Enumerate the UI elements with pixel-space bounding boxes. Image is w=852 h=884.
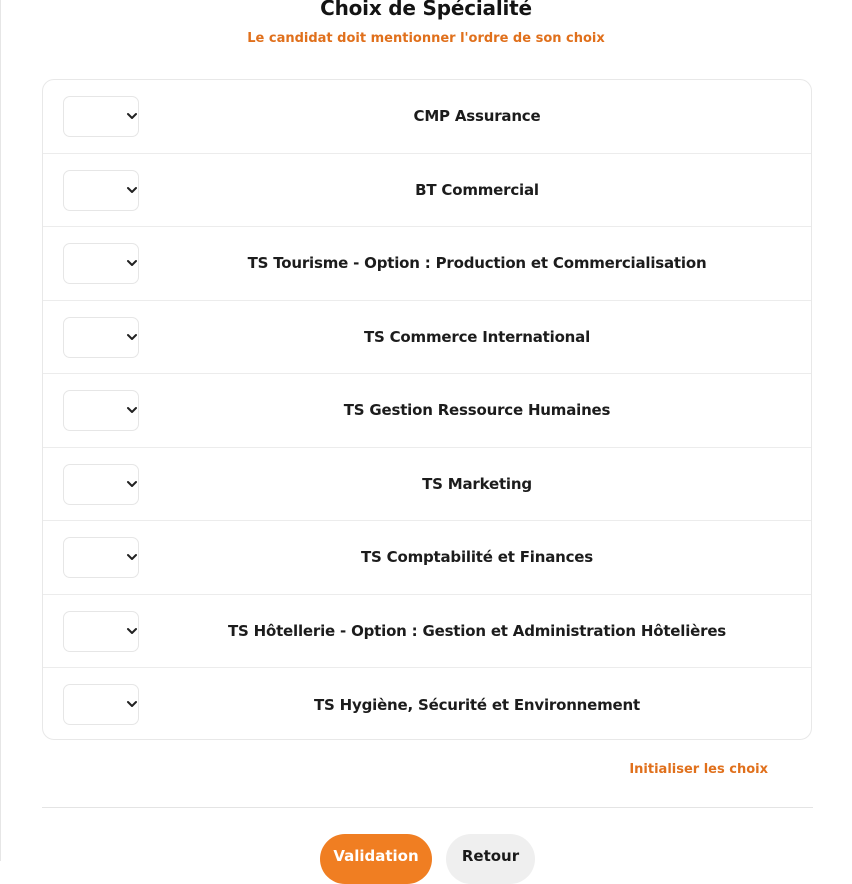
specialty-label: TS Comptabilité et Finances <box>361 548 593 567</box>
chevron-down-icon <box>126 183 138 197</box>
chevron-down-icon <box>126 256 138 270</box>
specialty-label: TS Marketing <box>422 474 532 493</box>
specialty-row <box>43 448 811 522</box>
reset-choices-link[interactable]: Initialiser les choix <box>629 762 768 777</box>
specialty-list <box>42 79 812 740</box>
chevron-down-icon <box>126 109 138 123</box>
specialty-label: TS Gestion Ressource Humaines <box>343 401 611 420</box>
specialty-row <box>43 227 811 301</box>
page-left-border <box>0 0 1 861</box>
chevron-down-icon <box>126 477 138 491</box>
specialty-row <box>43 154 811 228</box>
specialty-label: CMP Assurance <box>413 107 541 126</box>
divider <box>42 807 813 808</box>
specialty-label: TS Hygiène, Sécurité et Environnement <box>314 695 640 714</box>
chevron-down-icon <box>126 403 138 417</box>
validate-button[interactable]: Validation <box>320 834 432 884</box>
chevron-down-icon <box>126 330 138 344</box>
chevron-down-icon <box>126 697 138 711</box>
specialty-row <box>43 668 811 740</box>
specialty-label: TS Tourisme - Option : Production et Commercialisation <box>247 254 707 273</box>
specialty-row <box>43 301 811 375</box>
specialty-label: TS Hôtellerie - Option : Gestion et Administration Hôtelières <box>227 621 727 640</box>
specialty-row <box>43 374 811 448</box>
chevron-down-icon <box>126 550 138 564</box>
page-title: Choix de Spécialité <box>320 0 532 20</box>
specialty-row <box>43 595 811 669</box>
chevron-down-icon <box>126 624 138 638</box>
specialty-row <box>43 521 811 595</box>
specialty-label: TS Commerce International <box>363 327 591 346</box>
page-subtitle: Le candidat doit mentionner l'ordre de son choix <box>247 31 605 46</box>
specialty-row <box>43 80 811 154</box>
specialty-label: BT Commercial <box>415 180 539 199</box>
back-button[interactable]: Retour <box>446 834 535 884</box>
